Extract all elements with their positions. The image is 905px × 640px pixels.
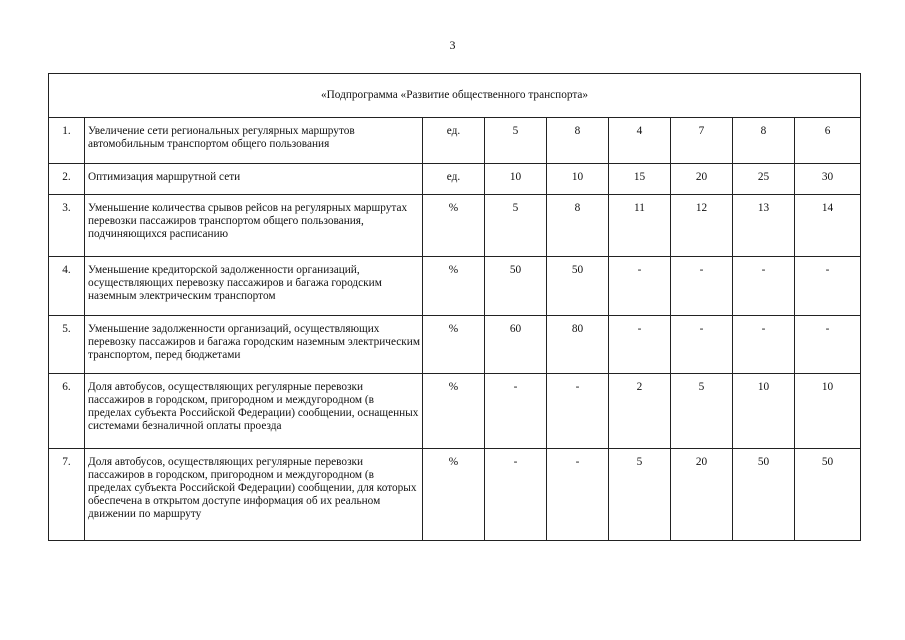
row-number: 2. bbox=[49, 164, 85, 195]
value-cell: 10 bbox=[795, 374, 861, 449]
row-number: 4. bbox=[49, 257, 85, 316]
value-cell: 2 bbox=[609, 374, 671, 449]
row-number: 3. bbox=[49, 195, 85, 257]
value-cell: 8 bbox=[733, 118, 795, 164]
table-row bbox=[49, 316, 861, 374]
table-row bbox=[49, 195, 861, 257]
unit: % bbox=[423, 374, 485, 449]
value-cell: - bbox=[671, 316, 733, 374]
value-cell: 6 bbox=[795, 118, 861, 164]
value-cell: 20 bbox=[671, 164, 733, 195]
table-row bbox=[49, 449, 861, 541]
value-cell: - bbox=[485, 374, 547, 449]
value-cell: 80 bbox=[547, 316, 609, 374]
value-cell: - bbox=[795, 316, 861, 374]
value-cell: 50 bbox=[485, 257, 547, 316]
row-number: 5. bbox=[49, 316, 85, 374]
value-cell: 8 bbox=[547, 118, 609, 164]
value-cell: 50 bbox=[733, 449, 795, 541]
value-cell: 15 bbox=[609, 164, 671, 195]
table-row bbox=[49, 374, 861, 449]
value-cell: - bbox=[609, 257, 671, 316]
indicator-name: Увеличение сети региональных регулярных маршрутов автомобильным транспортом общего пользования bbox=[85, 118, 423, 164]
table-row bbox=[49, 118, 861, 164]
indicator-name: Доля автобусов, осуществляющих регулярные перевозки пассажиров в городском, пригородном и междугородном (в пределах субъекта Российской Федерации) сообщении, для которых обеспечена в открытом доступе информация об их реальном движении по маршруту bbox=[85, 449, 423, 541]
value-cell: - bbox=[609, 316, 671, 374]
value-cell: 10 bbox=[733, 374, 795, 449]
row-number: 1. bbox=[49, 118, 85, 164]
value-cell: - bbox=[733, 316, 795, 374]
value-cell: 8 bbox=[547, 195, 609, 257]
value-cell: 30 bbox=[795, 164, 861, 195]
value-cell: - bbox=[485, 449, 547, 541]
value-cell: 13 bbox=[733, 195, 795, 257]
indicator-name: Доля автобусов, осуществляющих регулярные перевозки пассажиров в городском, пригородном и междугородном (в пределах субъекта Российской Федерации) сообщении, оснащенных системами безналичной оплаты проезда bbox=[85, 374, 423, 449]
unit: ед. bbox=[423, 118, 485, 164]
value-cell: 12 bbox=[671, 195, 733, 257]
value-cell: 5 bbox=[609, 449, 671, 541]
value-cell: 20 bbox=[671, 449, 733, 541]
table-row bbox=[49, 164, 861, 195]
value-cell: - bbox=[547, 449, 609, 541]
value-cell: 50 bbox=[795, 449, 861, 541]
value-cell: 5 bbox=[671, 374, 733, 449]
value-cell: 4 bbox=[609, 118, 671, 164]
indicator-name: Оптимизация маршрутной сети bbox=[85, 164, 423, 195]
unit: % bbox=[423, 195, 485, 257]
value-cell: - bbox=[671, 257, 733, 316]
indicator-name: Уменьшение кредиторской задолженности организаций, осуществляющих перевозку пассажиров и багажа городским наземным электрическим транспортом bbox=[85, 257, 423, 316]
indicator-name: Уменьшение количества срывов рейсов на регулярных маршрутах перевозки пассажиров транспортом общего пользования, подчиняющихся расписанию bbox=[85, 195, 423, 257]
value-cell: 25 bbox=[733, 164, 795, 195]
value-cell: 10 bbox=[547, 164, 609, 195]
value-cell: 10 bbox=[485, 164, 547, 195]
unit: % bbox=[423, 257, 485, 316]
value-cell: - bbox=[547, 374, 609, 449]
value-cell: - bbox=[733, 257, 795, 316]
value-cell: 60 bbox=[485, 316, 547, 374]
unit: ед. bbox=[423, 164, 485, 195]
subprogram-header-row bbox=[49, 74, 861, 118]
row-number: 6. bbox=[49, 374, 85, 449]
value-cell: 11 bbox=[609, 195, 671, 257]
indicators-table bbox=[48, 73, 861, 541]
value-cell: 7 bbox=[671, 118, 733, 164]
unit: % bbox=[423, 316, 485, 374]
value-cell: 5 bbox=[485, 118, 547, 164]
page-number: 3 bbox=[449, 38, 456, 52]
value-cell: 14 bbox=[795, 195, 861, 257]
value-cell: - bbox=[795, 257, 861, 316]
value-cell: 50 bbox=[547, 257, 609, 316]
subprogram-title: «Подпрограмма «Развитие общественного транспорта» bbox=[49, 74, 861, 118]
table-row bbox=[49, 257, 861, 316]
indicator-name: Уменьшение задолженности организаций, осуществляющих перевозку пассажиров и багажа городским наземным электрическим транспортом, перед бюджетами bbox=[85, 316, 423, 374]
unit: % bbox=[423, 449, 485, 541]
row-number: 7. bbox=[49, 449, 85, 541]
value-cell: 5 bbox=[485, 195, 547, 257]
